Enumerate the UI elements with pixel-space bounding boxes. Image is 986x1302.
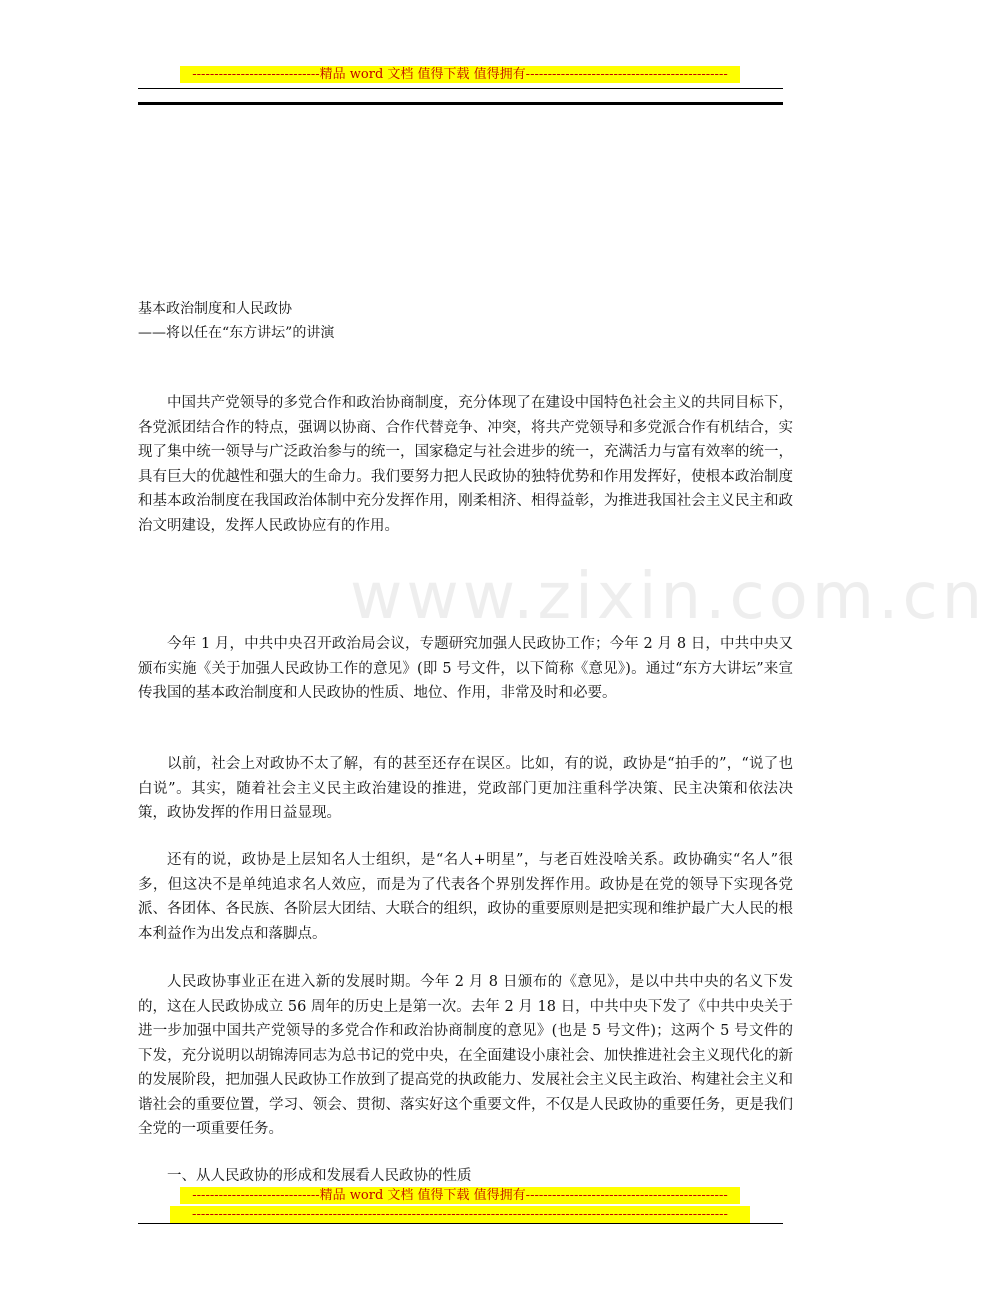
watermark: www.zixin.com.cn [350, 560, 986, 634]
section-heading-one: 一、从人民政协的形成和发展看人民政协的性质 [167, 1168, 472, 1184]
paragraph-new-period: 人民政协事业正在进入新的发展时期。今年 2 月 8 日颁布的《意见》，是以中共中央的名义下发的，这在人民政协成立 56 周年的历史上是第一次。去年 2 月 18 日，中共中央下发了《中共中央关于进一步加强中国共产党领导的多党合作和政治协商制度的意见》(也是 5 号文件)；这两个 5 号文件的下发，充分说明以胡锦涛同志为总书记的党中央，在全面建设小康社会、加快推进社会主义现代化的新的发展阶段，把加强人民政协工作放到了提高党的执政能力、发展社会主义民主政治、构建社会主义和谐社会的重要位置，学习、领会、贯彻、落实好这个重要文件，不仅是人民政协的重要任务，更是我们全党的一项重要任务。 [138, 974, 793, 1137]
header-rule-thick [138, 102, 783, 105]
header-banner: -----------------------------精品 word 文档 值得下载 值得拥有---------------------------------------------- [180, 66, 740, 83]
footer-banner: -----------------------------精品 word 文档 值得下载 值得拥有---------------------------------------------- [180, 1187, 740, 1204]
footer-rule [138, 1223, 783, 1224]
paragraph-misconception: 以前，社会上对政协不太了解，有的甚至还存在误区。比如，有的说，政协是“拍手的”，“说了也白说”。其实，随着社会主义民主政治建设的推进，党政部门更加注重科学决策、民主决策和依法决策，政协发挥的作用日益显现。 [138, 756, 793, 821]
paragraph-meeting: 今年 1 月，中共中央召开政治局会议，专题研究加强人民政协工作；今年 2 月 8 日，中共中央又颁布实施《关于加强人民政协工作的意见》(即 5 号文件，以下简称《意见》)。通过“东方大讲坛”来宣传我国的基本政治制度和人民政协的性质、地位、作用，非常及时和必要。 [138, 636, 793, 701]
footer-banner-dashes: -------------------------------------------------------------------------------------------------------------------------- [170, 1206, 750, 1223]
title-block [138, 297, 334, 345]
document-subtitle: ——将以任在“东方讲坛”的讲演 [138, 325, 335, 341]
paragraph-intro: 中国共产党领导的多党合作和政治协商制度，充分体现了在建设中国特色社会主义的共同目标下，各党派团结合作的特点，强调以协商、合作代替竞争、冲突，将共产党领导和多党派合作有机结合，实现了集中统一领导与广泛政治参与的统一，国家稳定与社会进步的统一，充满活力与富有效率的统一，具有巨大的优越性和强大的生命力。我们要努力把人民政协的独特优势和作用发挥好，使根本政治制度和基本政治制度在我国政治体制中充分发挥作用，刚柔相济、相得益彰，为推进我国社会主义民主和政治文明建设，发挥人民政协应有的作用。 [138, 395, 793, 534]
header-rule-thin [138, 88, 783, 89]
paragraph-celebrity: 还有的说，政协是上层知名人士组织，是“名人+明星”，与老百姓没啥关系。政协确实“名人”很多，但这决不是单纯追求名人效应，而是为了代表各个界别发挥作用。政协是在党的领导下实现各党派、各团体、各民族、各阶层大团结、大联合的组织，政协的重要原则是把实现和维护最广大人民的根本利益作为出发点和落脚点。 [138, 852, 793, 942]
document-title: 基本政治制度和人民政协 [138, 301, 292, 317]
